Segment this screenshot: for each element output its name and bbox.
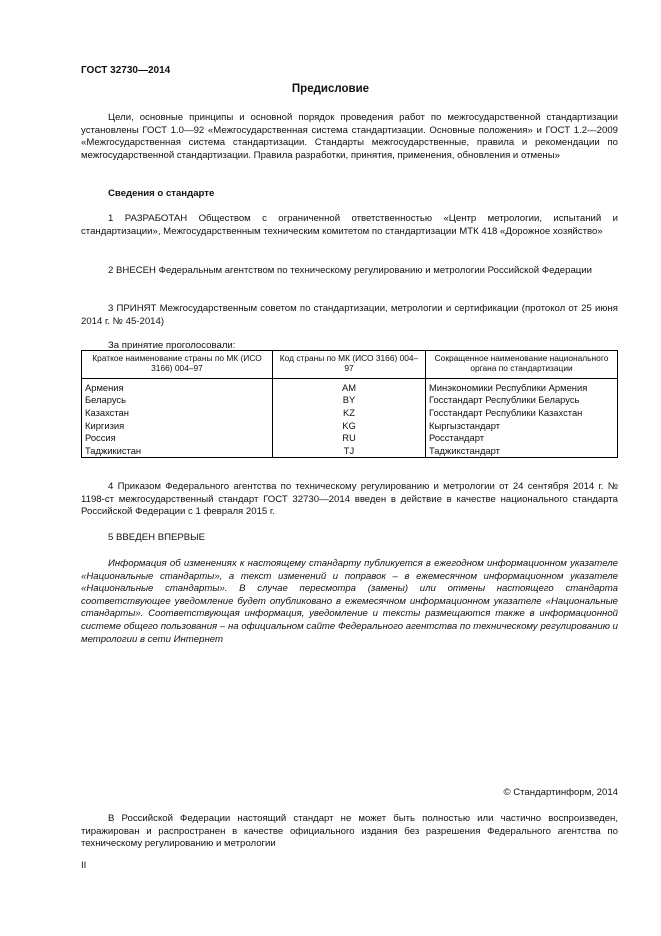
code-cell: RU bbox=[273, 432, 426, 445]
column-header-country: Краткое наименование страны по МК (ИСО 3166) 004–97 bbox=[82, 351, 273, 379]
table-row bbox=[82, 432, 618, 445]
rights-paragraph: В Российской Федерации настоящий стандарт не может быть полностью или частично воспроизведен, тиражирован и распространен в качестве официального издания без разрешения Федерального агентства по техническому регулированию и метрологии bbox=[81, 813, 618, 850]
info-paragraph: Информация об изменениях к настоящему стандарту публикуется в ежегодном информационном указателе «Национальные стандарты», а текст изменений и поправок – в ежемесячном информационном указателе «Национальные стандарты». В случае пересмотра (замены) или отмены настоящего стандарта соответствующее уведомление будет опубликовано в ежемесячном информационном указателе «Национальные стандарты». Соответствующая информация, уведомление и тексты размещаются также в информационной системе общего пользования – на официальном сайте Федерального агентства по техническому регулированию и метрологии в сети Интернет bbox=[81, 558, 618, 645]
code-cell: TJ bbox=[273, 445, 426, 458]
item-2-paragraph: 2 ВНЕСЕН Федеральным агентством по техническому регулированию и метрологии Российской Федерации bbox=[108, 265, 593, 276]
member-states-table bbox=[81, 350, 618, 458]
section-title: Сведения о стандарте bbox=[108, 188, 215, 199]
item-3-paragraph: 3 ПРИНЯТ Межгосударственным советом по стандартизации, метрологии и сертификации (протокол от 25 июня 2014 г. № 45-2014) bbox=[81, 303, 618, 327]
code-cell: KZ bbox=[273, 407, 426, 420]
page-number: II bbox=[81, 860, 87, 871]
table-row bbox=[82, 394, 618, 407]
code-cell: KG bbox=[273, 420, 426, 433]
body-cell: Кыргызстандарт bbox=[426, 420, 618, 433]
country-cell: Казахстан bbox=[82, 407, 273, 420]
item-4-paragraph: 4 Приказом Федерального агентства по техническому регулированию и метрологии от 24 сентября 2014 г. № 1198-ст межгосударственный стандарт ГОСТ 32730—2014 введен в действие в качестве национального стандарта Российской Федерации с 1 февраля 2015 г. bbox=[81, 481, 618, 518]
table-row bbox=[82, 407, 618, 420]
table-row bbox=[82, 420, 618, 433]
country-cell: Беларусь bbox=[82, 394, 273, 407]
column-header-body: Сокращенное наименование национального органа по стандартизации bbox=[426, 351, 618, 379]
table-row bbox=[82, 378, 618, 394]
country-cell: Киргизия bbox=[82, 420, 273, 433]
body-cell: Минэкономики Республики Армения bbox=[426, 378, 618, 394]
body-cell: Госстандарт Республики Казахстан bbox=[426, 407, 618, 420]
country-cell: Таджикистан bbox=[82, 445, 273, 458]
intro-paragraph: Цели, основные принципы и основной порядок проведения работ по межгосударственной стандартизации установлены ГОСТ 1.0—92 «Межгосударственная система стандартизации. Основные положения» и ГОСТ 1.2—2009 «Межгосударственная система стандартизации. Стандарты межгосударственные, правила и рекомендации по межгосударственной стандартизации. Правила разработки, принятия, применения, обновления и отмены» bbox=[81, 112, 618, 161]
country-cell: Армения bbox=[82, 378, 273, 394]
item-1-paragraph: 1 РАЗРАБОТАН Обществом с ограниченной ответственностью «Центр метрологии, испытаний и стандартизации», Межгосударственным техническим комитетом по стандартизации МТК 418 «Дорожное хозяйство» bbox=[81, 213, 618, 237]
body-cell: Росстандарт bbox=[426, 432, 618, 445]
body-cell: Госстандарт Республики Беларусь bbox=[426, 394, 618, 407]
page-title: Предисловие bbox=[291, 83, 370, 95]
document-code: ГОСТ 32730—2014 bbox=[81, 65, 171, 76]
body-cell: Таджикстандарт bbox=[426, 445, 618, 458]
vote-label: За принятие проголосовали: bbox=[108, 340, 236, 351]
copyright-notice: © Стандартинформ, 2014 bbox=[503, 787, 618, 798]
table-row bbox=[82, 445, 618, 458]
column-header-code: Код страны по МК (ИСО 3166) 004–97 bbox=[273, 351, 426, 379]
country-cell: Россия bbox=[82, 432, 273, 445]
code-cell: AM bbox=[273, 378, 426, 394]
table-header-row bbox=[82, 351, 618, 379]
item-5-paragraph: 5 ВВЕДЕН ВПЕРВЫЕ bbox=[108, 532, 206, 543]
code-cell: BY bbox=[273, 394, 426, 407]
